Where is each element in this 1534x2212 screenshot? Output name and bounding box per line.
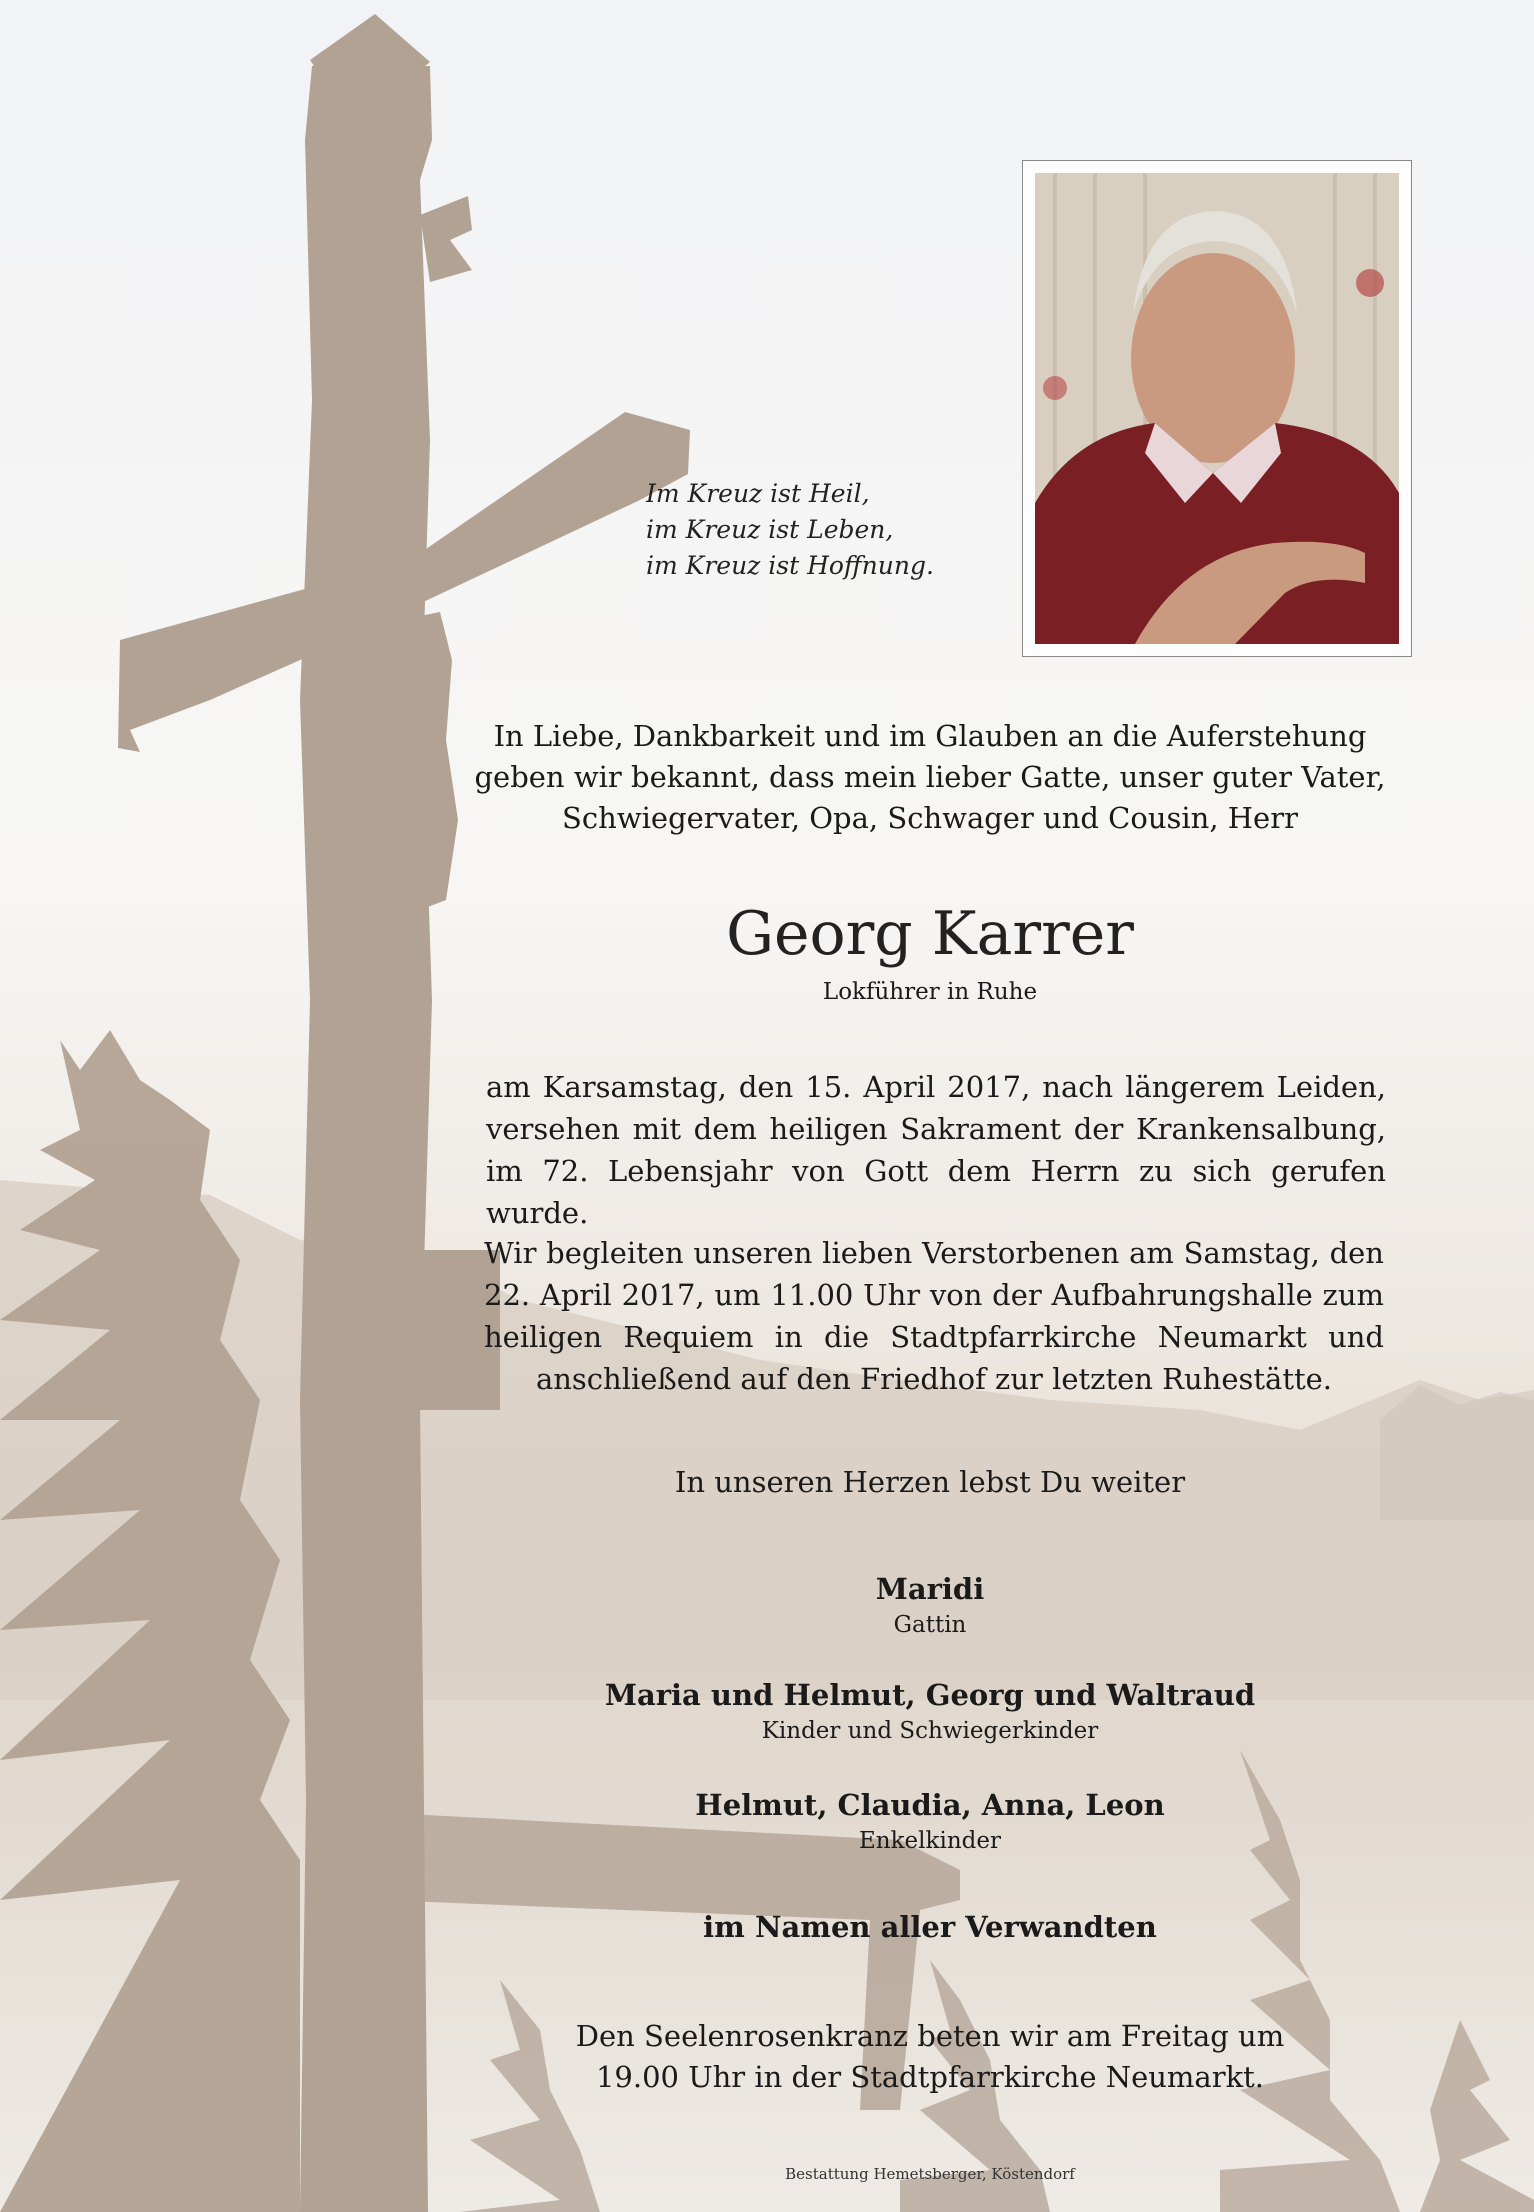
mourner-names: Helmut, Claudia, Anna, Leon — [695, 1788, 1165, 1822]
mourner-relation: Enkelkinder — [859, 1828, 1001, 1854]
intro-line: In Liebe, Dankbarkeit und im Glauben an die Auferstehung — [493, 719, 1367, 753]
rosary-notice — [470, 2016, 1390, 2098]
death-notice — [486, 1066, 1386, 1234]
rosary-line: 19.00 Uhr in der Stadtpfarrkirche Neumarkt. — [595, 2060, 1265, 2094]
mourner-names: Maria und Helmut, Georg und Waltraud — [604, 1678, 1256, 1712]
intro-line: Schwiegervater, Opa, Schwager und Cousin, Herr — [562, 801, 1298, 835]
burial-notice — [484, 1232, 1384, 1400]
quote-line: im Kreuz ist Leben, — [646, 515, 894, 544]
burial-line: heiligen Requiem in die Stadtpfarrkirche Neumarkt und — [484, 1320, 1384, 1354]
burial-line: anschließend auf den Friedhof zur letzten Ruhestätte. — [535, 1362, 1333, 1396]
burial-line: 22. April 2017, um 11.00 Uhr von der Aufbahrungshalle zum — [484, 1278, 1384, 1312]
intro-line: geben wir bekannt, dass mein lieber Gatte, unser guter Vater, — [474, 760, 1386, 794]
cross-quote — [646, 476, 986, 584]
quote-line: Im Kreuz ist Heil, — [646, 479, 870, 508]
portrait-frame — [1022, 160, 1412, 657]
quote-line: im Kreuz ist Hoffnung. — [646, 551, 934, 580]
deceased-title: Lokführer in Ruhe — [822, 979, 1038, 1005]
mountain-range-far — [1380, 1385, 1534, 1520]
hearts-line: In unseren Herzen lebst Du weiter — [674, 1465, 1186, 1499]
rosary-line: Den Seelenrosenkranz beten wir am Freitag um — [575, 2019, 1285, 2053]
burial-line: Wir begleiten unseren lieben Verstorbenen am Samstag, den — [484, 1236, 1384, 1270]
death-line: im 72. Lebensjahr von Gott dem Herrn zu sich gerufen wurde. — [486, 1154, 1386, 1230]
funeral-home-credit: Bestattung Hemetsberger, Köstendorf — [785, 2165, 1075, 2183]
mourner-relation: Gattin — [893, 1612, 967, 1638]
mourner-relation: Kinder und Schwiegerkinder — [761, 1718, 1099, 1744]
intro-text — [470, 716, 1390, 839]
death-line: am Karsamstag, den 15. April 2017, nach längerem Leiden, — [486, 1070, 1386, 1104]
death-line: versehen mit dem heiligen Sakrament der Krankensalbung, — [486, 1112, 1386, 1146]
portrait-photo — [1035, 173, 1399, 644]
mourner-names: Maridi — [875, 1572, 985, 1606]
portrait-image — [1035, 173, 1399, 644]
relatives-line: im Namen aller Verwandten — [703, 1910, 1157, 1944]
deceased-name: Georg Karrer — [726, 899, 1134, 969]
